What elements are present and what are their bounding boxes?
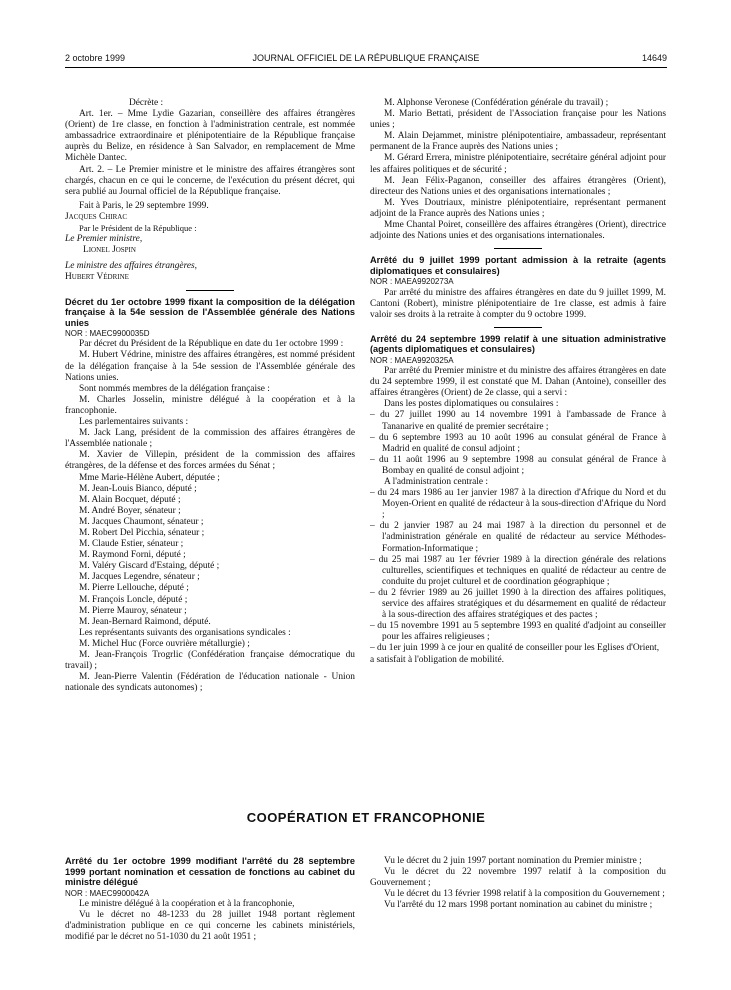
article-2: Art. 2. – Le Premier ministre et le ministre des affaires étrangères sont chargés, chacun en ce qui le concerne, de l'exécution du présent décret, qui sera publié au Journal officiel de la République française. bbox=[65, 164, 355, 197]
article-1: Art. 1er. – Mme Lydie Gazarian, conseillère des affaires étrangères (Orient) de 1re classe, en fonction à l'administration centrale, est nommée ambassadrice extraordinaire et plénipotentiaire de la République française auprès du Belize, en résidence à San Salvador, en remplacement de Mme Michèle Dantec. bbox=[65, 109, 355, 164]
paragraph: M. Claude Estier, sénateur ; bbox=[79, 539, 184, 550]
paragraph: M. Pierre Lellouche, député ; bbox=[79, 583, 189, 594]
arrete-cabinet-body bbox=[65, 899, 355, 943]
arrete-situation-intro: Par arrêté du Premier ministre et du ministre des affaires étrangères en date du 24 septembre 1999, il est constaté que M. Dahan (Antoine), conseiller des affaires étrangères (Orient) de 2e classe, qui a servi : bbox=[370, 366, 667, 399]
list-item: – du 1er juin 1999 à ce jour en qualité de conseiller pour les Eglises d'Orient, bbox=[370, 643, 660, 654]
minister-name: Hubert Védrine bbox=[65, 272, 129, 283]
list-item: – du 6 septembre 1993 au 10 août 1996 au consulat général de France à Madrid en qualité de consul adjoint ; bbox=[370, 432, 666, 454]
paragraph: M. Mario Bettati, président de l'Association française pour les Nations unies ; bbox=[370, 109, 666, 131]
arrete-situation-nor: NOR : MAEA9920325A bbox=[370, 355, 454, 365]
decret-nor: NOR : MAEC9900035D bbox=[65, 329, 150, 339]
paragraph: Vu le décret du 22 novembre 1997 relatif à la composition du Gouvernement ; bbox=[370, 867, 666, 889]
separator bbox=[494, 327, 542, 328]
minister-title: Le ministre des affaires étrangères, bbox=[65, 261, 198, 272]
paragraph: M. Jean-Louis Bianco, député ; bbox=[79, 483, 197, 494]
admin-label: A l'administration centrale : bbox=[384, 477, 489, 487]
paragraph: M. Jean-Bernard Raimond, député. bbox=[79, 616, 211, 627]
list-item: – du 15 novembre 1991 au 5 septembre 1993 en qualité d'adjoint au conseiller pour les affaires religieuses ; bbox=[370, 621, 666, 643]
bottom-left-column bbox=[65, 856, 355, 943]
paragraph: Vu l'arrêté du 12 mars 1998 portant nomination au cabinet du ministre ; bbox=[384, 900, 653, 911]
paragraph: M. Jacques Chaumont, sénateur ; bbox=[79, 516, 204, 527]
paragraph: Sont nommés membres de la délégation française : bbox=[79, 383, 270, 394]
paragraph: Mme Marie-Hélène Aubert, députée ; bbox=[79, 472, 220, 483]
paragraph: M. Alphonse Veronese (Confédération générale du travail) ; bbox=[384, 98, 609, 108]
paragraph: M. Raymond Forni, député ; bbox=[79, 550, 186, 561]
admin-list bbox=[370, 488, 666, 654]
paragraph: M. André Boyer, sénateur ; bbox=[79, 505, 181, 516]
separator bbox=[494, 248, 542, 249]
arrete-retraite-text: Par arrêté du ministre des affaires étrangères en date du 9 juillet 1999, M. Cantoni (Robert), ministre plénipotentiaire de 1re classe, est admis à faire valoir ses droits à la retraite à compter du 9 octobre 1999. bbox=[370, 287, 666, 320]
page-header bbox=[65, 53, 667, 65]
list-item: – du 2 février 1989 au 26 juillet 1990 à la direction des affaires politiques, service des affaires stratégiques et du désarmement en qualité de rédacteur à la sous-direction des affaires stratégiques et des pactes ; bbox=[370, 587, 666, 621]
postes-list bbox=[370, 410, 666, 477]
section-title: COOPÉRATION ET FRANCOPHONIE bbox=[246, 810, 486, 825]
paragraph: M. Michel Huc (Force ouvrière métallurgie) ; bbox=[79, 638, 250, 649]
closing-line: a satisfait à l'obligation de mobilité. bbox=[370, 654, 504, 665]
fait-line: Fait à Paris, le 29 septembre 1999. bbox=[79, 200, 209, 211]
paragraph: M. Jack Lang, président de la commission des affaires étrangères de l'Assemblée nationale ; bbox=[65, 428, 355, 450]
paragraph: Par décret du Président de la République en date du 1er octobre 1999 : bbox=[79, 339, 344, 350]
delegation-continued bbox=[370, 98, 666, 242]
paragraph: Vu le décret du 13 février 1998 relatif à la composition du Gouvernement ; bbox=[384, 889, 665, 900]
paragraph: M. Pierre Mauroy, sénateur ; bbox=[79, 605, 187, 616]
list-item: – du 24 mars 1986 au 1er janvier 1987 à la direction d'Afrique du Nord et du Moyen-Orient en qualité de rédacteur à la sous-direction d'Afrique du Nord ; bbox=[370, 488, 666, 521]
header-rule bbox=[65, 67, 667, 68]
arrete-situation-title: Arrêté du 24 septembre 1999 relatif à une situation administrative (agents diplomatiques et consulaires) bbox=[370, 333, 666, 355]
paragraph: Les parlementaires suivants : bbox=[79, 417, 189, 428]
header-page-number: 14649 bbox=[641, 53, 667, 63]
decret-body bbox=[65, 339, 355, 694]
paragraph: Le ministre délégué à la coopération et à la francophonie, bbox=[79, 898, 295, 909]
arrete-cabinet-title: Arrêté du 1er octobre 1999 modifiant l'arrêté du 28 septembre 1999 portant nomination et cessation de fonctions au cabinet du ministre délégué bbox=[65, 856, 355, 888]
paragraph: M. Alain Dejammet, ministre plénipotentiaire, ambassadeur, représentant permanent de la France auprès des Nations unies ; bbox=[370, 131, 666, 153]
list-item: – du 27 juillet 1990 au 14 novembre 1991 à l'ambassade de France à Tananarive en qualité de premier secrétaire ; bbox=[370, 410, 666, 432]
paragraph: M. Jean Félix-Paganon, conseiller des affaires étrangères (Orient), directeur des Nations unies et des organisations internationales ; bbox=[370, 175, 666, 197]
visas-list bbox=[370, 856, 666, 911]
postes-label: Dans les postes diplomatiques ou consulaires : bbox=[384, 399, 559, 410]
paragraph: Vu le décret no 48-1233 du 28 juillet 1948 portant règlement d'administration publique en ce qui concerne les cabinets ministériels, modifié par le décret no 51-1030 du 21 août 1951 ; bbox=[65, 909, 355, 943]
paragraph: Vu le décret du 2 juin 1997 portant nomination du Premier ministre ; bbox=[384, 856, 642, 866]
list-item: – du 2 janvier 1987 au 24 mai 1987 à la direction du personnel et de l'administration générale en qualité de rédacteur au service Méthodes-Formation-Informatique ; bbox=[370, 521, 666, 554]
decret-title: Décret du 1er octobre 1999 fixant la composition de la délégation française à la 54e session de l'Assemblée générale des Nations unies bbox=[65, 296, 355, 328]
paragraph: Mme Chantal Poiret, conseillère des affaires étrangères (Orient), directrice adjointe des Nations unies et des organisations internationales. bbox=[370, 220, 666, 242]
left-column bbox=[65, 98, 355, 694]
paragraph: M. Hubert Védrine, ministre des affaires étrangères, est nommé président de la délégation française à la 54e session de l'Assemblée générale des Nations unies. bbox=[65, 350, 355, 383]
arrete-retraite-nor: NOR : MAEA9920273A bbox=[370, 277, 454, 287]
paragraph: M. Charles Josselin, ministre délégué à la coopération et à la francophonie. bbox=[65, 394, 355, 416]
paragraph: M. Alain Bocquet, député ; bbox=[79, 494, 181, 505]
bottom-right-column bbox=[370, 856, 666, 911]
arrete-retraite-title: Arrêté du 9 juillet 1999 portant admission à la retraite (agents diplomatiques et consulaires) bbox=[370, 255, 666, 276]
pm-name: Lionel Jospin bbox=[83, 245, 136, 256]
paragraph: M. Jean-Pierre Valentin (Fédération de l'éducation nationale - Union nationale des syndicats autonomes) ; bbox=[65, 672, 355, 694]
paragraph: M. Jacques Legendre, sénateur ; bbox=[79, 572, 200, 583]
paragraph: M. Valéry Giscard d'Estaing, député ; bbox=[79, 561, 220, 572]
separator bbox=[186, 290, 234, 291]
decrete-label: Décrète : bbox=[129, 98, 164, 108]
arrete-cabinet-nor: NOR : MAEC9900042A bbox=[65, 888, 150, 898]
pm-title: Le Premier ministre, bbox=[65, 234, 143, 245]
list-item: – du 25 mai 1987 au 1er février 1989 à la direction générale des relations culturelles, scientifiques et techniques en qualité de rédacteur au centre de conduite du projet culturel et de coordination géographique ; bbox=[370, 554, 666, 587]
paragraph: M. Jean-François Trogrlic (Confédération française démocratique du travail) ; bbox=[65, 650, 355, 672]
paragraph: M. Yves Doutriaux, ministre plénipotentiaire, représentant permanent adjoint de la France auprès des Nations unies ; bbox=[370, 197, 666, 219]
paragraph: M. François Loncle, député ; bbox=[79, 594, 188, 605]
par-le-president: Par le Président de la République : bbox=[79, 223, 197, 234]
header-journal-title: JOURNAL OFFICIEL DE LA RÉPUBLIQUE FRANÇAISE bbox=[252, 53, 480, 63]
signatory-president: Jacques Chirac bbox=[65, 211, 128, 222]
paragraph: M. Xavier de Villepin, président de la commission des affaires étrangères, de la défense et des forces armées du Sénat ; bbox=[65, 450, 355, 472]
paragraph: M. Gérard Errera, ministre plénipotentiaire, secrétaire général adjoint pour les affaires politiques et de sécurité ; bbox=[370, 153, 666, 175]
header-date: 2 octobre 1999 bbox=[65, 53, 126, 63]
paragraph: Les représentants suivants des organisations syndicales : bbox=[79, 627, 291, 638]
list-item: – du 11 août 1996 au 9 septembre 1998 au consulat général de France à Bombay en qualité de consul adjoint ; bbox=[370, 454, 666, 476]
paragraph: M. Robert Del Picchia, sénateur ; bbox=[79, 527, 205, 538]
right-column bbox=[370, 98, 666, 666]
